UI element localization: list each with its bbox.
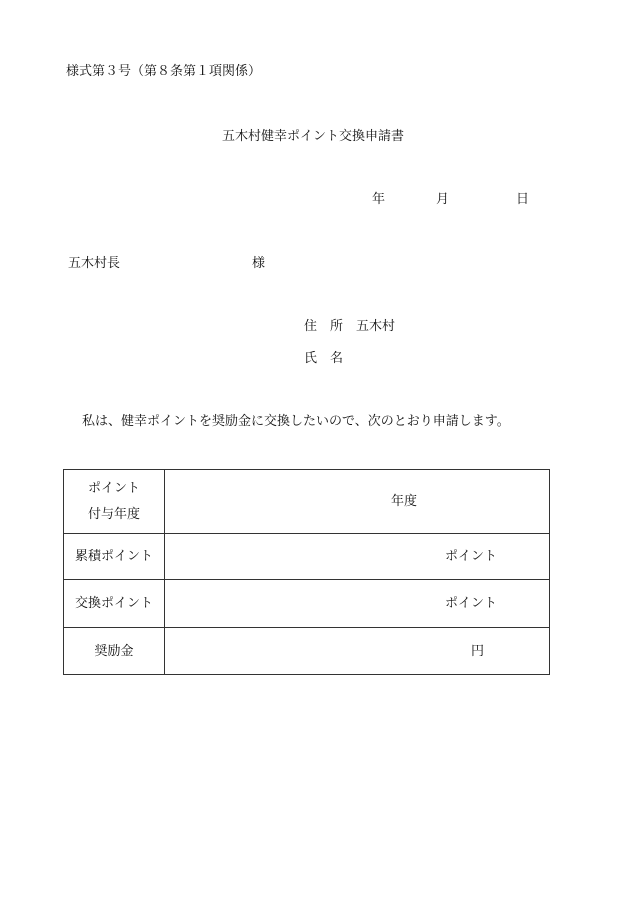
date-month-label: 月 [436,192,450,207]
address-label: 住 所 [304,319,344,334]
grant-year-field[interactable] [165,470,550,534]
addressee-honorific: 様 [252,256,266,271]
application-table [63,469,550,675]
accumulated-points-field[interactable] [165,534,550,580]
grant-year-label [64,470,165,534]
table-row-grant-year [64,470,550,534]
grant-year-unit: 年度 [391,494,418,509]
grant-year-label-line1: ポイント [87,481,140,496]
date-day-label: 日 [516,192,530,207]
table-row-accumulated-points [64,534,550,580]
exchange-points-unit: ポイント [445,596,498,611]
exchange-points-field[interactable] [165,580,550,628]
document-title: 五木村健幸ポイント交換申請書 [222,129,405,144]
date-year-label: 年 [372,192,386,207]
incentive-field[interactable] [165,628,550,675]
address-value: 五木村 [356,319,396,334]
table-row-incentive [64,628,550,675]
accumulated-points-unit: ポイント [445,549,498,564]
exchange-points-label: 交換ポイント [64,580,165,628]
incentive-unit: 円 [471,644,485,659]
addressee-name: 五木村長 [68,256,121,271]
incentive-label: 奨励金 [64,628,165,675]
grant-year-label-line2: 付与年度 [87,507,140,522]
form-number: 様式第３号（第８条第１項関係） [66,64,262,79]
name-label: 氏 名 [304,351,344,366]
application-statement: 私は、健幸ポイントを奨励金に交換したいので、次のとおり申請します。 [82,414,510,429]
accumulated-points-label: 累積ポイント [64,534,165,580]
table-row-exchange-points [64,580,550,628]
